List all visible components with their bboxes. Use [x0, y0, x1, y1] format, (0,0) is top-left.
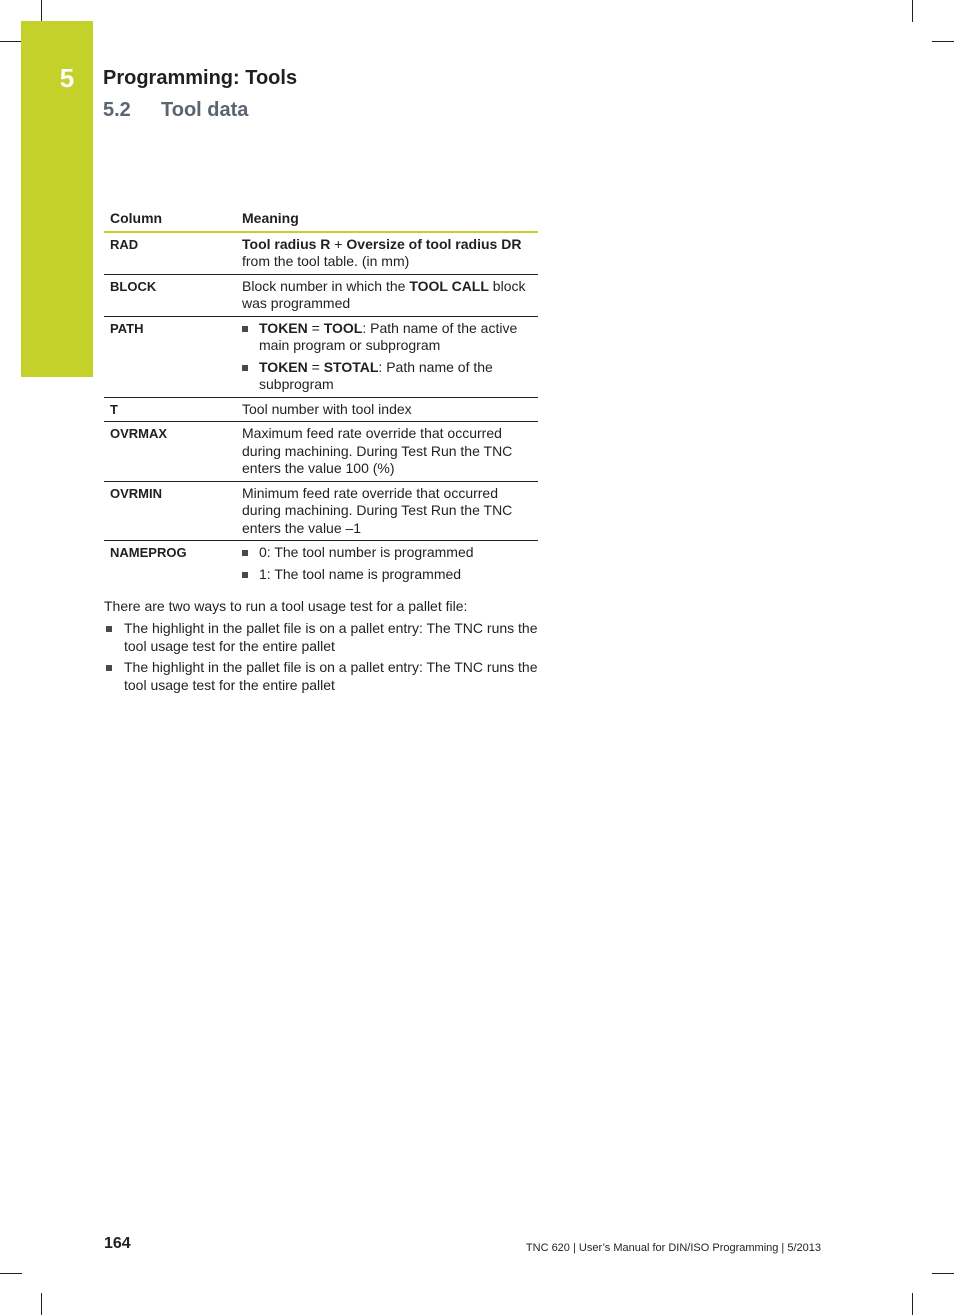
bullet-list [242, 544, 528, 583]
column-meaning-table [104, 208, 538, 586]
section-title: Tool data [161, 99, 249, 121]
row-meaning: Tool radius R + Oversize of tool radius DR from the tool table. (in mm) [236, 232, 538, 275]
row-column-name: OVRMIN [104, 481, 236, 541]
row-column-name: OVRMAX [104, 422, 236, 482]
list-item: TOKEN = STOTAL: Path name of the subprogram [242, 359, 528, 394]
table-row [104, 397, 538, 422]
list-item: The highlight in the pallet file is on a pallet entry: The TNC runs the tool usage test for the entire pallet [104, 620, 544, 655]
row-meaning [236, 316, 538, 397]
page-number: 164 [104, 1235, 131, 1252]
crop-mark [912, 1293, 913, 1315]
row-column-name: RAD [104, 232, 236, 275]
row-meaning: Maximum feed rate override that occurred during machining. During Test Run the TNC enters the value 100 (%) [236, 422, 538, 482]
bullet-square-icon [242, 326, 248, 332]
chapter-tab [21, 21, 93, 377]
intro-paragraph: There are two ways to run a tool usage test for a pallet file: [104, 598, 468, 614]
bullet-square-icon [242, 572, 248, 578]
row-meaning [236, 541, 538, 587]
table-header-row [104, 208, 538, 232]
table-row [104, 232, 538, 275]
row-meaning: Tool number with tool index [236, 397, 538, 422]
pallet-test-list [104, 620, 544, 698]
table-row [104, 274, 538, 316]
header-column: Column [104, 208, 236, 232]
bullet-square-icon [106, 665, 112, 671]
footer-text: TNC 620 | User’s Manual for DIN/ISO Programming | 5/2013 [525, 1242, 821, 1254]
row-column-name: BLOCK [104, 274, 236, 316]
crop-mark [41, 0, 42, 22]
bullet-square-icon [106, 626, 112, 632]
header-meaning: Meaning [236, 208, 538, 232]
crop-mark [932, 41, 954, 42]
crop-mark [932, 1273, 954, 1274]
crop-mark [41, 1293, 42, 1315]
bullet-square-icon [242, 365, 248, 371]
crop-mark [0, 1273, 22, 1274]
bullet-square-icon [242, 550, 248, 556]
row-column-name: NAMEPROG [110, 545, 187, 560]
chapter-title: Programming: Tools [103, 67, 298, 89]
table-row [104, 422, 538, 482]
bullet-list [242, 320, 528, 394]
crop-mark [0, 41, 22, 42]
crop-mark [912, 0, 913, 22]
list-item: TOKEN = TOOL: Path name of the active main program or subprogram [242, 320, 528, 355]
table-row [104, 481, 538, 541]
chapter-number: 5 [59, 63, 75, 93]
row-meaning: Block number in which the TOOL CALL block was programmed [236, 274, 538, 316]
section-number: 5.2 [103, 99, 131, 121]
list-item: 1: The tool name is programmed [242, 566, 528, 584]
row-meaning: Minimum feed rate override that occurred during machining. During Test Run the TNC enters the value –1 [236, 481, 538, 541]
table-row [104, 541, 538, 587]
row-column-name: PATH [104, 316, 236, 397]
list-item: 0: The tool number is programmed [242, 544, 528, 562]
list-item: The highlight in the pallet file is on a pallet entry: The TNC runs the tool usage test for the entire pallet [104, 659, 544, 694]
table-row [104, 316, 538, 397]
row-column-name: T [104, 397, 236, 422]
